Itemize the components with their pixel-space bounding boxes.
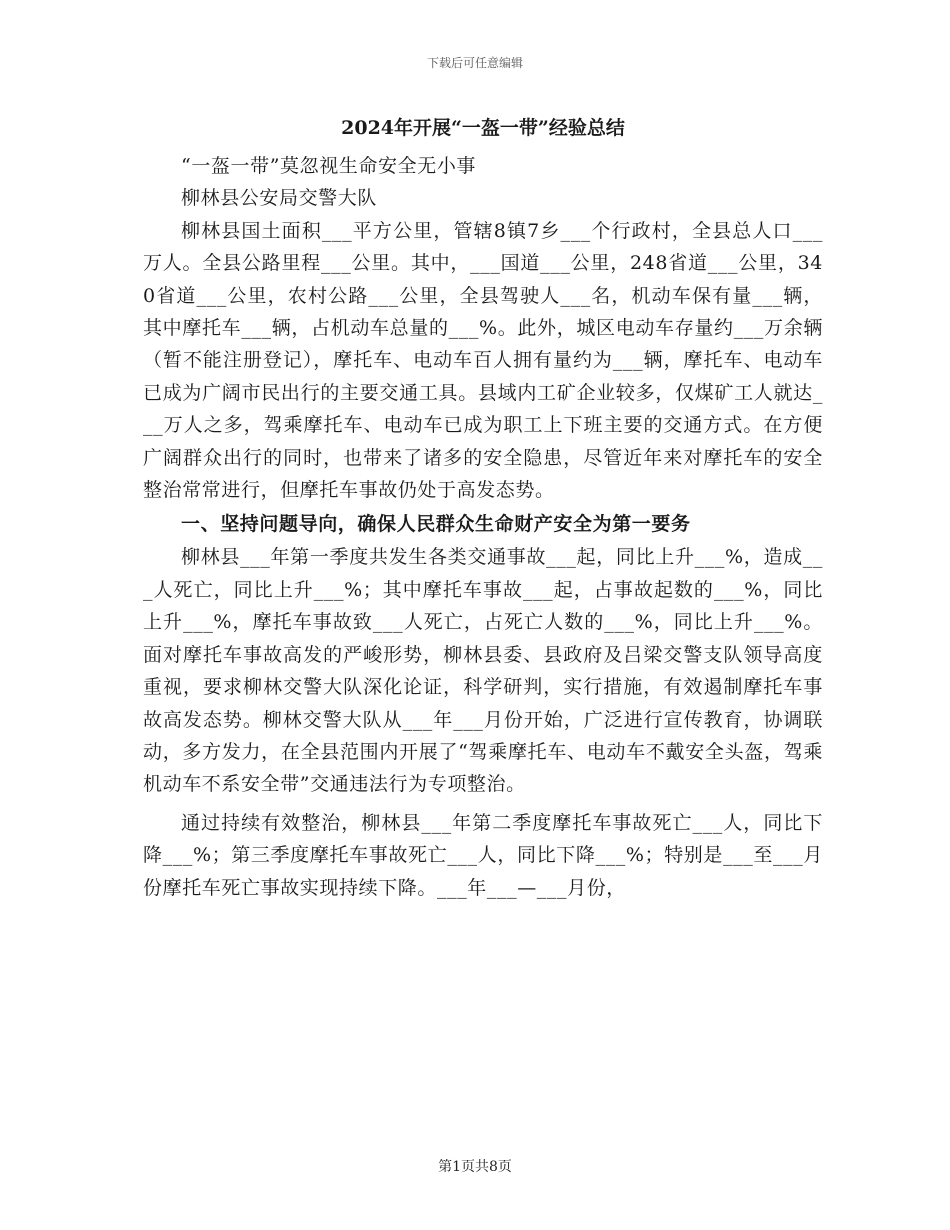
document-author: 柳林县公安局交警大队 xyxy=(181,187,378,210)
document-body xyxy=(143,112,823,904)
intro-paragraph: 柳林县国土面积___平方公里，管辖8镇7乡___个行政村，全县总人口___万人。全县公路里程___公里。其中，___国道___公里，248省道___公里，340省道___公里，农村公路___公里，全县驾驶人___名，机动车保有量___辆，其中摩托车___辆，占机动车总量的___%。此外，城区电动车存量约___万余辆（暂不能注册登记），摩托车、电动车百人拥有量约为___辆，摩托车、电动车已成为广阔市民出行的主要交通工具。县域内工矿企业较多，仅煤矿工人就达___万人之多，驾乘摩托车、电动车已成为职工上下班主要的交通方式。在方便广阔群众出行的同时，也带来了诸多的安全隐患，尽管近年来对摩托车的安全整治常常进行，但摩托车事故仍处于高发态势。 xyxy=(143,219,823,502)
document-subtitle: “一盔一带”莫忽视生命安全无小事 xyxy=(181,155,477,177)
section-1-paragraph-1: 柳林县___年第一季度共发生各类交通事故___起，同比上升___%，造成___人死亡，同比上升___%；其中摩托车事故___起，占事故起数的___%，同比上升___%，摩托车事故致___人死亡，占死亡人数的___%，同比上升___%。面对摩托车事故高发的严峻形势，柳林县委、县政府及吕梁交警支队领导高度重视，要求柳林交警大队深化论证，科学研判，实行措施，有效遏制摩托车事故高发态势。柳林交警大队从___年___月份开始，广泛进行宣传教育，协调联动，多方发力，在全县范围内开展了“驾乘摩托车、电动车不戴安全头盔，驾乘机动车不系安全带”交通违法行为专项整治。 xyxy=(143,546,823,796)
section-1-paragraph-2: 通过持续有效整治，柳林县___年第二季度摩托车事故死亡___人，同比下降___%；第三季度摩托车事故死亡___人，同比下降___%；特别是___至___月份摩托车死亡事故实现持续下降。___年___—___月份， xyxy=(143,811,823,899)
document-title: 2024年开展“一盔一带”经验总结 xyxy=(341,117,625,139)
section-1-heading: 一、坚持问题导向，确保人民群众生命财产安全为第一要务 xyxy=(181,513,691,536)
page-header-note: 下载后可任意编辑 xyxy=(426,56,523,70)
page-number: 第1页共8页 xyxy=(438,1159,512,1175)
